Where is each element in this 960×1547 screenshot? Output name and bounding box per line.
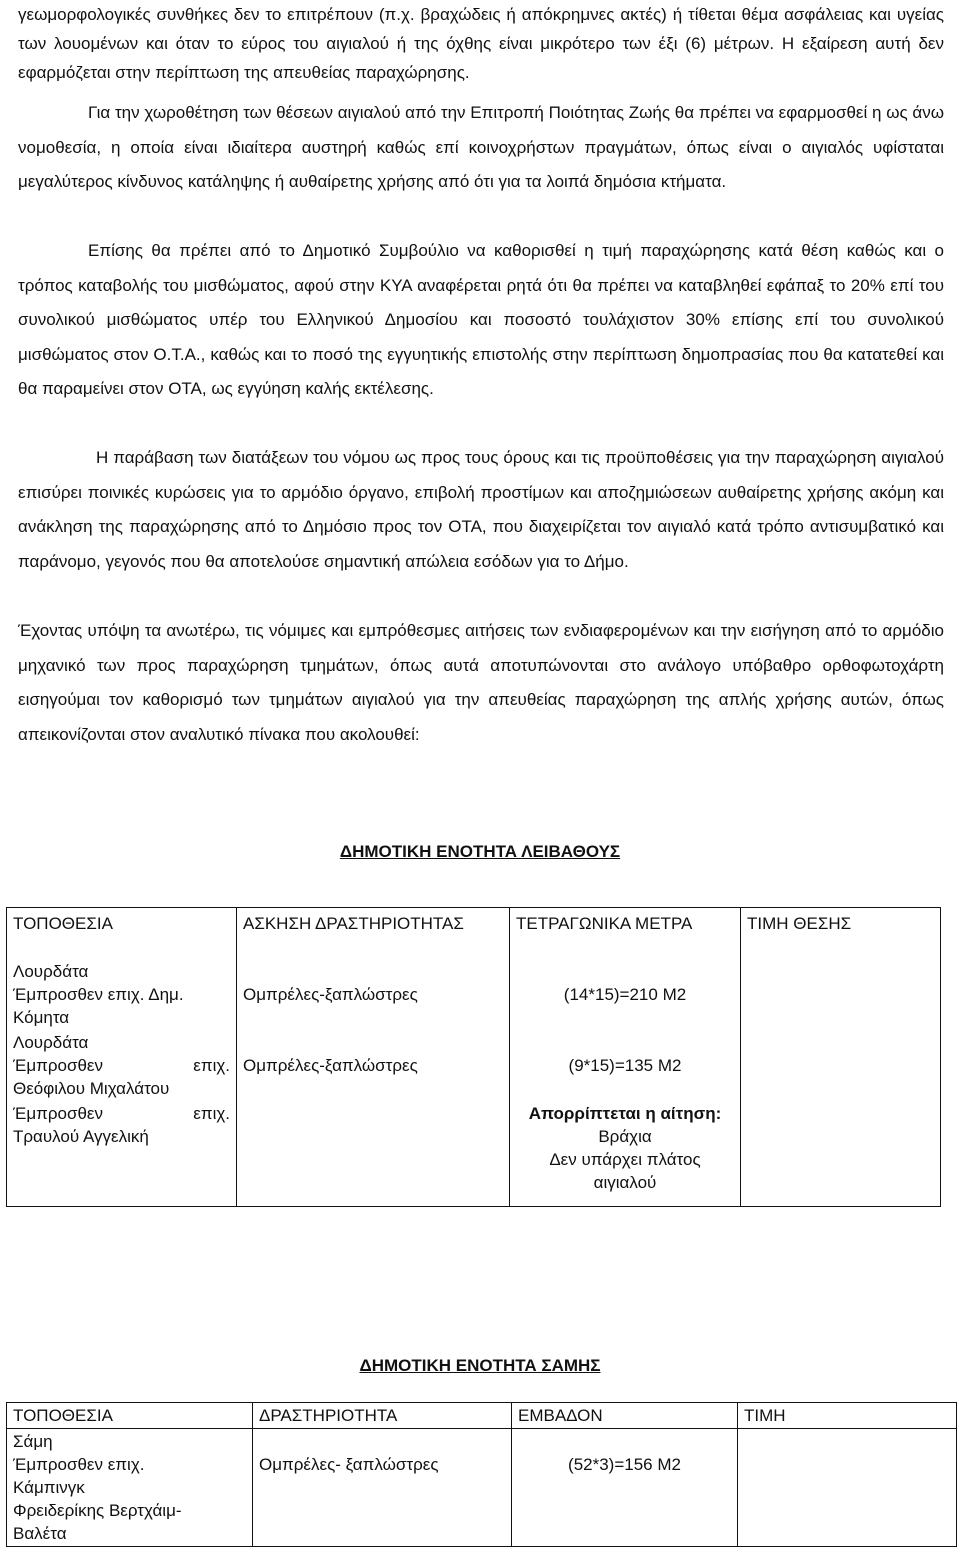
paragraph-1: γεωμορφολογικές συνθήκες δεν το επιτρέπουν (π.χ. βραχώδεις ή απόκρημνες ακτές) ή τίθεται θέμα ασφάλειας και υγείας των λουομένων και όταν το εύρος του αιγιαλού ή της όχθης είναι μικρότερο των έξι (6) μέτρων. Η εξαίρεση αυτή δεν εφαρμόζεται στην περίπτωση της απευθείας παραχώρησης. — [18, 5, 944, 82]
row-activity — [237, 1101, 510, 1207]
header-activity: ΑΣΚΗΣΗ ΔΡΑΣΤΗΡΙΟΤΗΤΑΣ — [237, 908, 510, 960]
row-area — [510, 1030, 741, 1101]
table-row — [7, 1101, 941, 1207]
header-price: ΤΙΜΗ ΘΕΣΗΣ — [741, 908, 941, 960]
row-price — [738, 1429, 957, 1547]
header-area: ΤΕΤΡΑΓΩΝΙΚΑ ΜΕΤΡΑ — [510, 908, 741, 960]
row-activity — [253, 1429, 512, 1547]
row-activity — [237, 1030, 510, 1101]
row-location — [7, 1030, 237, 1101]
area-text: (52*3)=156 Μ2 — [568, 1455, 681, 1474]
paragraph-5: Έχοντας υπόψη τα ανωτέρω, τις νόμιμες και εμπρόθεσμες αιτήσεις των ενδιαφερομένων και την εισήγηση από το αρμόδιο μηχανικό των προς παραχώρηση τμημάτων, όπως αυτά αποτυπώνονται στο ανάλογο υπόβαθρο ορθοφωτοχάρτη εισηγούμαι τον καθορισμό των τμημάτων αιγιαλού για την απευθείας παραχώρηση της απλής χρήσης αυτών, όπως απεικονίζονται στον αναλυτικό πίνακα που ακολουθεί: — [18, 621, 944, 744]
rejected-label: Απορρίπτεται η αίτηση: — [528, 1104, 722, 1123]
table-row — [7, 1429, 957, 1547]
header-price: ΤΙΜΗ — [738, 1403, 957, 1429]
row-location — [7, 1101, 237, 1207]
location-line: Έμπροσθεν επιχ. Δημ. — [13, 985, 184, 1004]
location-line: Λουρδάτα — [13, 1033, 89, 1052]
paragraph-3: Επίσης θα πρέπει από το Δημοτικό Συμβούλιο να καθορισθεί η τιμή παραχώρησης κατά θέση καθώς και ο τρόπος καταβολής του μισθώματος, αφού στην ΚΥΑ αναφέρεται ρητά ότι θα πρέπει να καταβληθεί εφάπαξ το 20% επί του συνολικού μισθώματος υπέρ του Ελληνικού Δημοσίου και ποσοστό τουλάχιστον 30% επίσης επί του συνολικού μισθώματος στον Ο.Τ.Α., καθώς και το ποσό της εγγυητικής επιστολής στην περίπτωση δημοπρασίας που θα κατατεθεί και θα παραμείνει στον ΟΤΑ, ως εγγύηση καλής εκτέλεσης. — [18, 241, 944, 398]
table-row — [7, 959, 941, 1030]
row-location — [7, 1429, 253, 1547]
paragraph-4: Η παράβαση των διατάξεων του νόμου ως προς τους όρους και τις προϋποθέσεις για την παραχώρηση αιγιαλού επισύρει ποινικές κυρώσεις για το αρμόδιο όργανο, επιβολή προστίμων και αποζημιώσεων αυθαίρετης χρήσης ακόμη και ανάκληση της παραχώρησης από το Δημόσιο προς τον ΟΤΑ, που διαχειρίζεται τον αιγιαλό κατά τρόπο αντισυμβατικό και παράνομο, γεγονός που θα αποτελούσε σημαντική απώλεια εσόδων για το Δήμο. — [18, 448, 944, 571]
row-area — [510, 959, 741, 1030]
row-area — [512, 1429, 738, 1547]
activity-text: Ομπρέλες-ξαπλώστρες — [243, 1056, 418, 1075]
paragraph-2: Για την χωροθέτηση των θέσεων αιγιαλού από την Επιτροπή Ποιότητας Ζωής θα πρέπει να εφαρμοσθεί η ως άνω νομοθεσία, η οποία είναι ιδιαίτερα αυστηρή καθώς επί κοινοχρήστων πραγμάτων, όπως είναι ο αιγιαλός υφίσταται μεγαλύτερος κίνδυνος κατάληψης ή αυθαίρετης χρήσης από ότι για τα λοιπά δημόσια κτήματα. — [18, 103, 944, 191]
location-line: Βαλέτα — [13, 1524, 67, 1543]
row-price — [741, 1101, 941, 1207]
activity-text: Ομπρέλες- ξαπλώστρες — [259, 1455, 439, 1474]
table-header-row — [7, 1403, 957, 1429]
header-location: ΤΟΠΟΘΕΣΙΑ — [7, 1403, 253, 1429]
row-price — [741, 1030, 941, 1101]
header-area: ΕΜΒΑΔΟΝ — [512, 1403, 738, 1429]
row-activity — [237, 959, 510, 1030]
table-samis — [6, 1402, 957, 1547]
location-line: Έμπροσθεν επιχ. — [13, 1056, 230, 1075]
location-line: Έμπροσθεν επιχ. — [13, 1104, 230, 1123]
table-header-row — [7, 908, 941, 960]
location-line: Κάμπινγκ — [13, 1478, 85, 1497]
location-line: Λουρδάτα — [13, 962, 89, 981]
row-price — [741, 959, 941, 1030]
header-location: ΤΟΠΟΘΕΣΙΑ — [7, 908, 237, 960]
rejected-reason: Βράχια — [598, 1127, 652, 1146]
rejected-reason: Δεν υπάρχει πλάτος αιγιαλού — [549, 1150, 701, 1192]
location-line: Τραυλού Αγγελική — [13, 1127, 149, 1146]
row-location — [7, 959, 237, 1030]
activity-text: Ομπρέλες-ξαπλώστρες — [243, 985, 418, 1004]
location-line: Σάμη — [13, 1432, 53, 1451]
header-activity: ΔΡΑΣΤΗΡΙΟΤΗΤΑ — [253, 1403, 512, 1429]
area-text: (9*15)=135 Μ2 — [568, 1056, 682, 1075]
section-title-leivathous: ΔΗΜΟΤΙΚΗ ΕΝΟΤΗΤΑ ΛΕΙΒΑΘΟΥΣ — [339, 842, 621, 861]
location-line: Έμπροσθεν επιχ. — [13, 1455, 145, 1474]
location-line: Φρειδερίκης Βερτχάιμ- — [13, 1501, 182, 1520]
table-row — [7, 1030, 941, 1101]
area-text: (14*15)=210 Μ2 — [563, 985, 687, 1004]
location-line: Θεόφιλου Μιχαλάτου — [13, 1079, 170, 1098]
section-title-samis: ΔΗΜΟΤΙΚΗ ΕΝΟΤΗΤΑ ΣΑΜΗΣ — [359, 1356, 601, 1375]
location-line: Κόμητα — [13, 1008, 70, 1027]
table-leivathous — [6, 907, 941, 1207]
row-area — [510, 1101, 741, 1207]
